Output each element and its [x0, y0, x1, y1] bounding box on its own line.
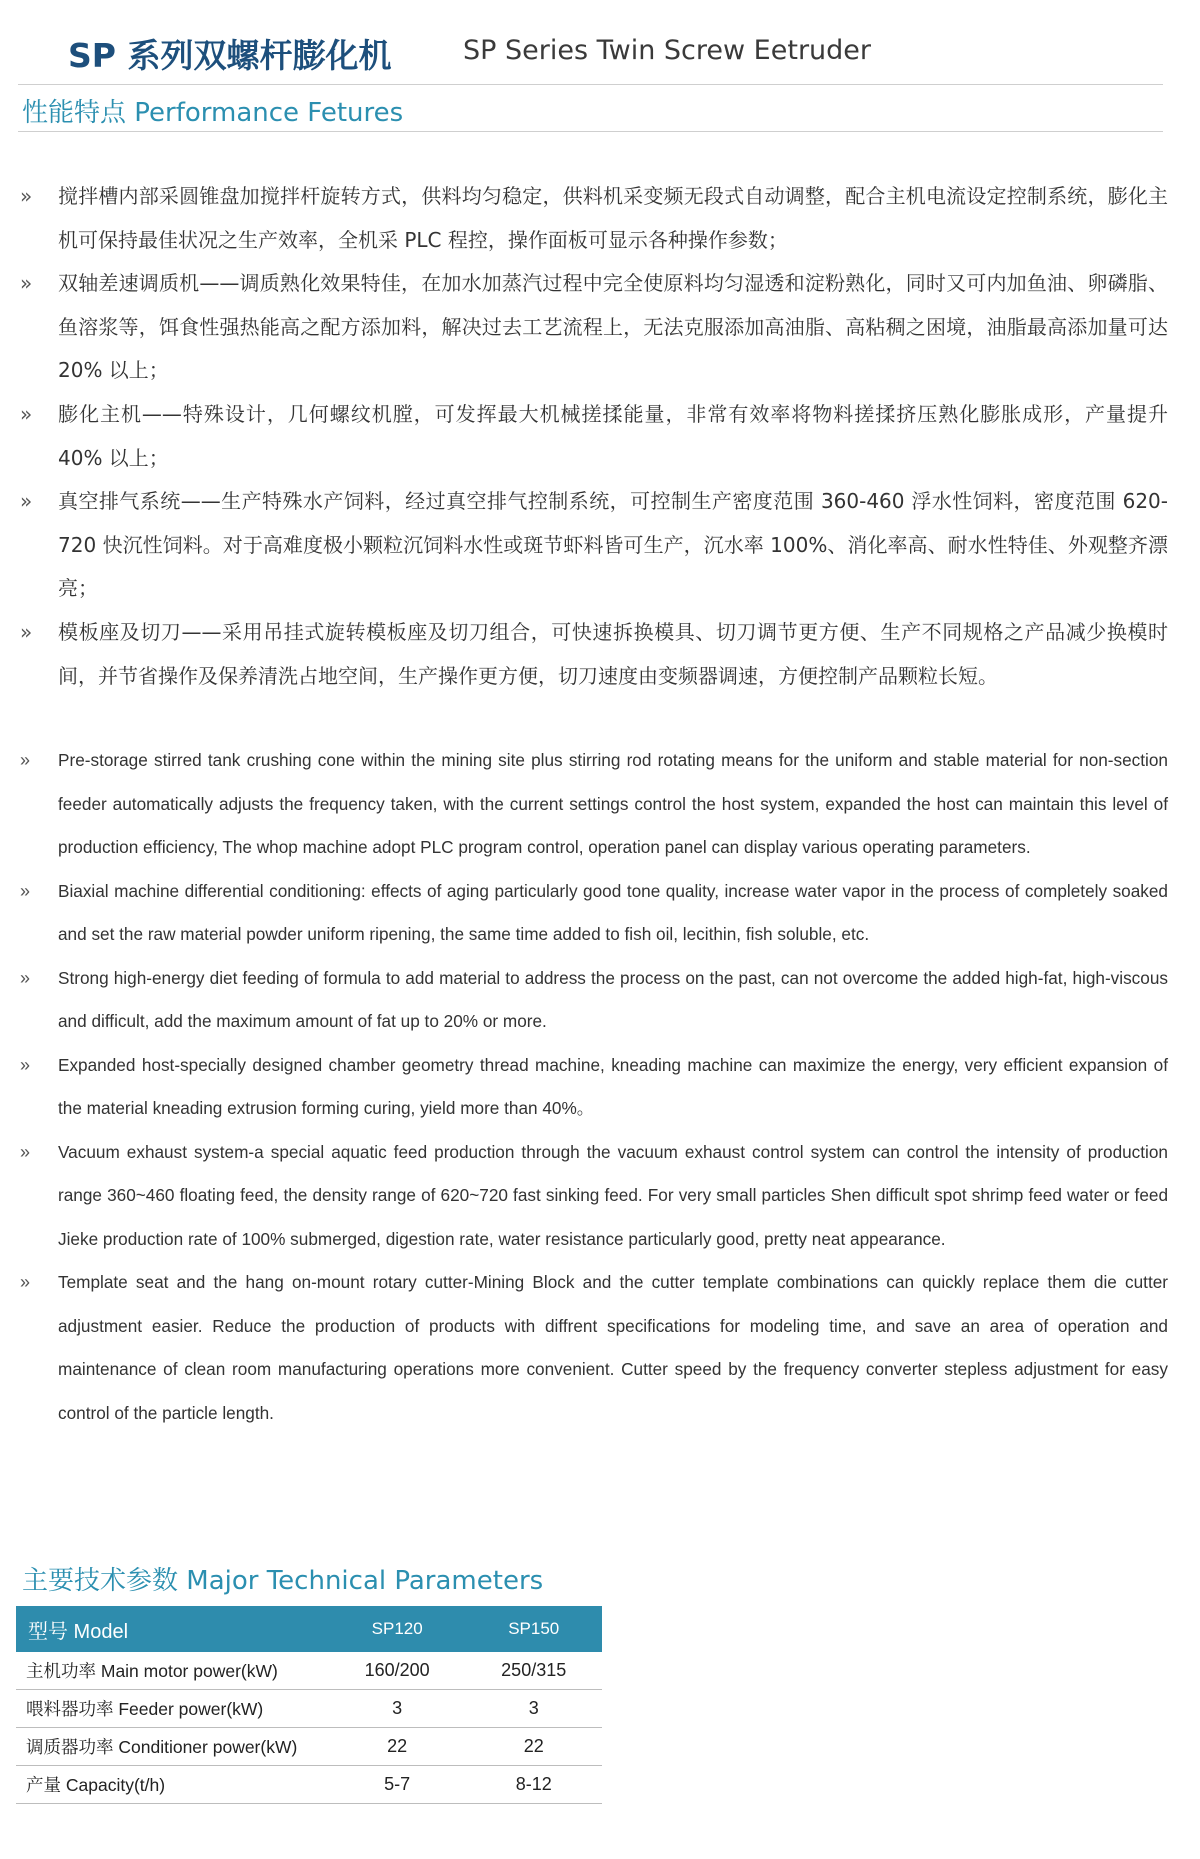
list-item [18, 1044, 1168, 1131]
list-item [18, 262, 1168, 393]
cell-value: 5-7 [329, 1766, 466, 1804]
feature-text: Template seat and the hang on-mount rotary cutter-Mining Block and the cutter template combinations can quickly replace them die cutter adjustment easier. Reduce the production of products with diffrent specifications for modeling time, and save an area of operation and maintenance of clean room manufacturing operations more convenient. Cutter speed by the frequency converter stepless adjustment for easy control of the particle length. [58, 1272, 1168, 1423]
feature-text: Vacuum exhaust system-a special aquatic feed production through the vacuum exhaust control system can control the intensity of production range 360~460 floating feed, the density range of 620~720 fast sinking feed. For very small particles Shen difficult spot shrimp feed water or feed Jieke production rate of 100% submerged, digestion rate, water resistance particularly good, pretty neat appearance. [58, 1141, 1168, 1249]
header-divider [18, 84, 1163, 85]
list-item [18, 870, 1168, 957]
table-header-row [16, 1606, 602, 1652]
performance-section-title: 性能特点 Performance Fetures [22, 98, 404, 128]
bullet-icon: » [20, 1272, 31, 1292]
cell-value: 3 [465, 1690, 602, 1728]
feature-text: Expanded host-specially designed chamber geometry thread machine, kneading machine can maximize the energy, very efficient expansion of the material kneading extrusion forming curing, yield more than 40%。 [58, 1054, 1168, 1118]
features-list-en [18, 739, 1168, 1435]
feature-text: 双轴差速调质机——调质熟化效果特佳，在加水加蒸汽过程中完全使原料均匀湿透和淀粉熟化，同时又可内加鱼油、卵磷脂、鱼溶浆等，饵食性强热能高之配方添加料，解决过去工艺流程上，无法克服添加高油脂、高粘稠之困境，油脂最高添加量可达 20% 以上； [58, 271, 1168, 383]
page-title-cn: SP 系列双螺杆膨化机 [68, 36, 392, 75]
bullet-icon: » [20, 489, 33, 514]
cell-value: 3 [329, 1690, 466, 1728]
feature-text: 膨化主机——特殊设计，几何螺纹机膛，可发挥最大机械搓揉能量，非常有效率将物料搓揉挤压熟化膨胀成形，产量提升 40% 以上； [58, 401, 1168, 470]
column-header-model: 型号 Model [16, 1606, 329, 1652]
list-item [18, 480, 1168, 611]
bullet-icon: » [20, 967, 31, 988]
list-item [18, 175, 1168, 262]
feature-text: 搅拌槽内部采圆锥盘加搅拌杆旋转方式，供料均匀稳定，供料机采变频无段式自动调整，配合主机电流设定控制系统，膨化主机可保持最佳状况之生产效率，全机采 PLC 程控，操作面板可显示各种操作参数； [58, 184, 1168, 252]
table-row [16, 1690, 602, 1728]
list-item [18, 739, 1168, 870]
cell-value: 22 [329, 1728, 466, 1766]
table-row [16, 1652, 602, 1690]
row-label: 主机功率 Main motor power(kW) [16, 1652, 329, 1690]
parameters-section-title: 主要技术参数 Major Technical Parameters [22, 1566, 544, 1596]
cell-value: 250/315 [465, 1652, 602, 1690]
column-header-sp150: SP150 [465, 1606, 602, 1652]
page-title-en: SP Series Twin Screw Eetruder [463, 35, 872, 66]
list-item [18, 1131, 1168, 1262]
section-divider [18, 131, 1163, 132]
list-item [18, 1261, 1168, 1435]
cell-value: 8-12 [465, 1766, 602, 1804]
feature-text: Pre-storage stirred tank crushing cone within the mining site plus stirring rod rotating means for the uniform and stable material for non-section feeder automatically adjusts the frequency taken, with the current settings control the host system, expanded the host can maintain this level of production efficiency, The whop machine adopt PLC program control, operation panel can display various operating parameters. [58, 750, 1168, 857]
bullet-icon: » [20, 1054, 31, 1075]
bullet-icon: » [20, 401, 33, 426]
bullet-icon: » [20, 1141, 31, 1162]
table-row [16, 1766, 602, 1804]
bullet-icon: » [20, 750, 31, 770]
list-item [18, 393, 1168, 480]
table-row [16, 1728, 602, 1766]
bullet-icon: » [20, 184, 33, 208]
bullet-icon: » [20, 271, 33, 296]
page-header [68, 30, 1148, 74]
feature-text: Strong high-energy diet feeding of formula to add material to address the process on the past, can not overcome the added high-fat, high-viscous and difficult, add the maximum amount of fat up to 20% or more. [58, 967, 1168, 1031]
row-label: 产量 Capacity(t/h) [16, 1766, 329, 1804]
cell-value: 160/200 [329, 1652, 466, 1690]
bullet-icon: » [20, 880, 31, 901]
list-item [18, 611, 1168, 698]
feature-text: 真空排气系统——生产特殊水产饲料，经过真空排气控制系统，可控制生产密度范围 360-460 浮水性饲料，密度范围 620-720 快沉性饲料。对于高难度极小颗粒沉饲料水性或斑节虾料皆可生产，沉水率 100%、消化率高、耐水性特佳、外观整齐漂亮； [58, 489, 1168, 601]
feature-text: Biaxial machine differential conditioning: effects of aging particularly good tone quality, increase water vapor in the process of completely soaked and set the raw material powder uniform ripening, the same time added to fish oil, lecithin, fish soluble, etc. [58, 880, 1168, 944]
parameters-table [16, 1606, 602, 1804]
row-label: 喂料器功率 Feeder power(kW) [16, 1690, 329, 1728]
features-list-cn [18, 175, 1168, 698]
cell-value: 22 [465, 1728, 602, 1766]
column-header-sp120: SP120 [329, 1606, 466, 1652]
feature-text: 模板座及切刀——采用吊挂式旋转模板座及切刀组合，可快速拆换模具、切刀调节更方便、生产不同规格之产品减少换模时间，并节省操作及保养清洗占地空间，生产操作更方便，切刀速度由变频器调速，方便控制产品颗粒长短。 [58, 619, 1168, 688]
bullet-icon: » [20, 619, 33, 644]
list-item [18, 957, 1168, 1044]
row-label: 调质器功率 Conditioner power(kW) [16, 1728, 329, 1766]
